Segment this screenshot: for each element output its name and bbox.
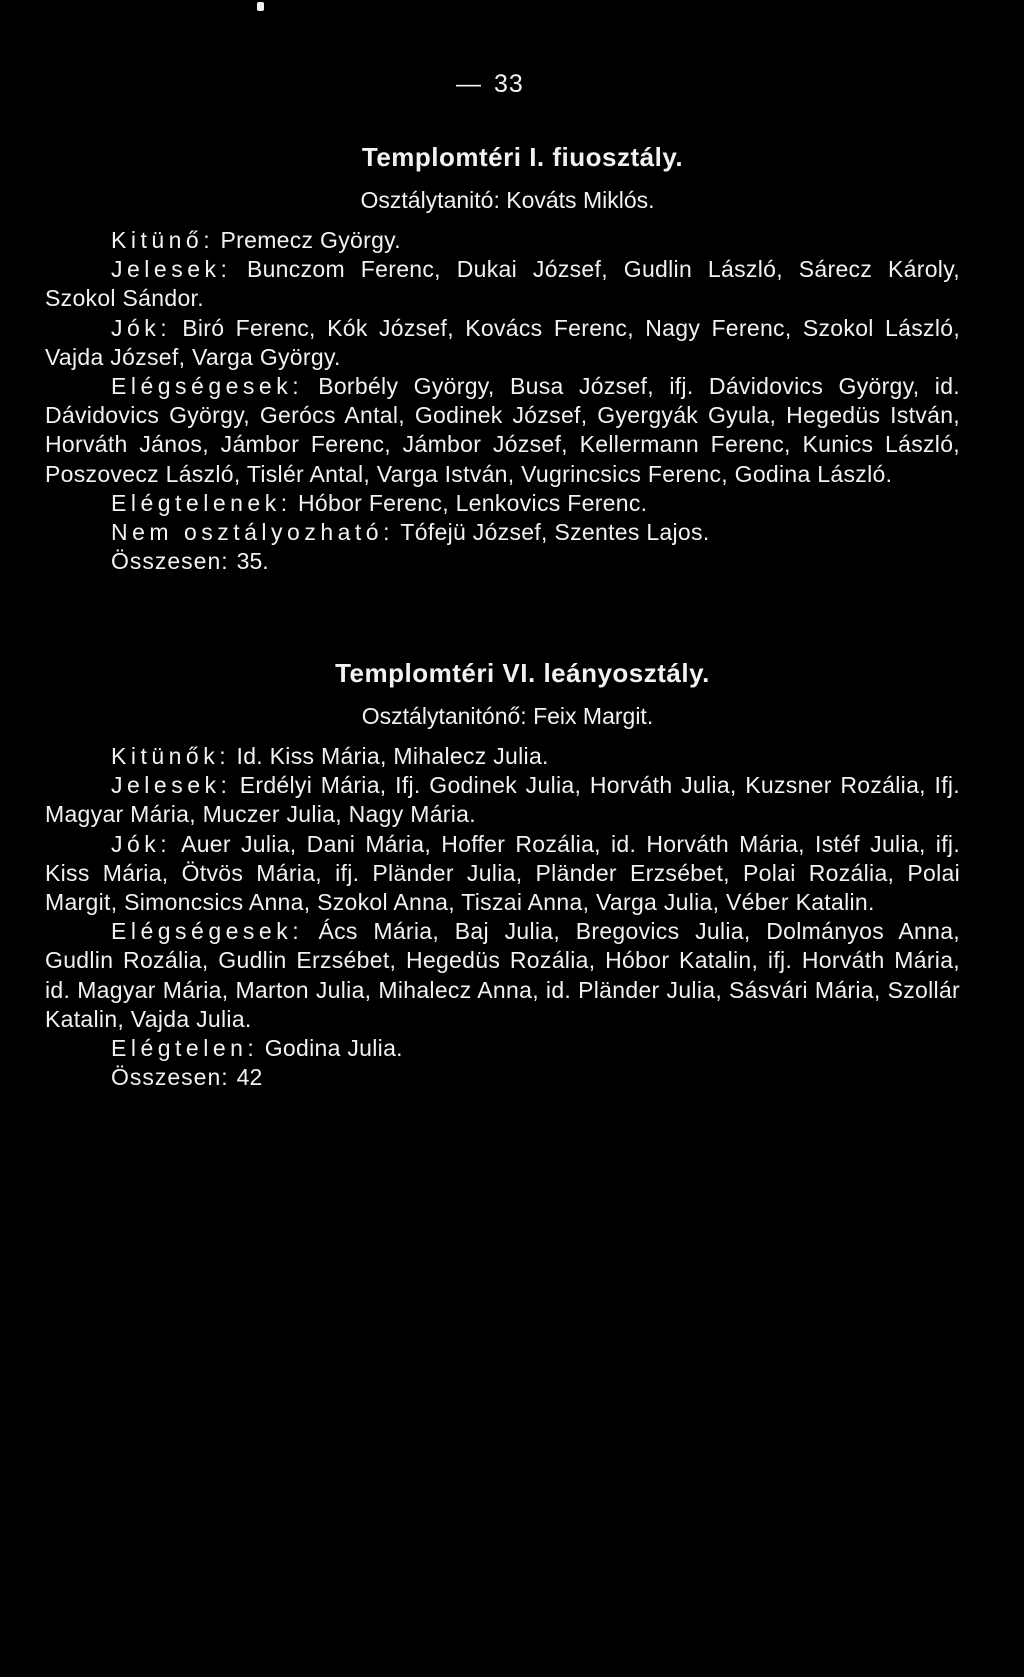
grade-names: Bunczom Ferenc, Dukai József, Gudlin László, Sárecz Károly, Szokol Sándor.	[45, 256, 961, 312]
grade-paragraph-good	[45, 830, 960, 918]
grade-label: Nem osztályozható:	[111, 519, 394, 546]
grade-label: Jók:	[111, 314, 172, 341]
grade-paragraph-not-graded	[45, 518, 960, 547]
grade-names: Tófejü József, Szentes Lajos.	[400, 519, 710, 546]
page-number-dash: —	[456, 70, 482, 98]
class-teacher	[45, 184, 960, 216]
grade-paragraph-very-good	[45, 255, 960, 313]
total-value: 35.	[236, 548, 269, 575]
grade-paragraph-very-good	[45, 771, 960, 829]
grade-names: Hóbor Ferenc, Lenkovics Ferenc.	[297, 489, 648, 516]
grade-label: Jelesek:	[111, 256, 232, 283]
scan-speck	[257, 2, 264, 11]
teacher-name: Feix Margit.	[533, 703, 654, 729]
grade-label: Elégtelenek:	[111, 489, 292, 516]
grade-label: Jók:	[111, 830, 172, 857]
class-section-boys	[45, 140, 960, 576]
grade-names: Biró Ferenc, Kók József, Kovács Ferenc, Nagy Ferenc, Szokol László, Vajda József, Varga György.	[45, 314, 961, 370]
grade-label: Elégtelen:	[111, 1035, 259, 1062]
grade-label: Kitünő:	[111, 227, 215, 253]
grade-label: Elégségesek:	[111, 373, 304, 400]
grade-paragraph-insufficient	[45, 489, 960, 518]
total-label: Összesen:	[111, 1064, 229, 1091]
grade-names: Premecz György.	[220, 227, 401, 253]
class-section-girls	[45, 656, 960, 1092]
grade-names: Auer Julia, Dani Mária, Hoffer Rozália, id. Horváth Mária, Istéf Julia, ifj. Kiss Mária, Ötvös Mária, ifj. Pländer Julia, Pländer Erzsébet, Polai Rozália, Polai Margit, Simoncsics Anna, Szokol Anna, Tiszai Anna, Varga Julia, Véber Katalin.	[45, 830, 961, 916]
page-number	[456, 70, 524, 99]
teacher-label: Osztálytanitó:	[360, 187, 500, 213]
grade-paragraph-good	[45, 314, 960, 372]
grade-label: Jelesek:	[111, 772, 232, 799]
grade-paragraph-excellent	[45, 226, 960, 255]
page-number-value: 33	[494, 70, 524, 98]
class-total	[45, 1063, 960, 1092]
class-total	[45, 547, 960, 576]
teacher-label: Osztálytanitónő:	[361, 703, 527, 729]
grade-names: Ács Mária, Baj Julia, Bregovics Julia, Dolmányos Anna, Gudlin Rozália, Gudlin Erzsébet, Hegedüs Rozália, Hóbor Katalin, ifj. Horváth Mária, id. Magyar Mária, Marton Julia, Mihalecz Anna, id. Pländer Julia, Sásvári Mária, Szollár Katalin, Vajda Julia.	[45, 918, 960, 1032]
grade-paragraph-excellent	[45, 742, 960, 771]
grade-label: Elégségesek:	[111, 918, 304, 945]
grade-label: Kitünők:	[111, 743, 231, 769]
teacher-name: Kováts Miklós.	[506, 187, 655, 213]
grade-names: Borbély György, Busa József, ifj. Dávidovics György, id. Dávidovics György, Gerócs Antal, Godinek József, Gyergyák Gyula, Hegedüs István, Horváth János, Jámbor Ferenc, Jámbor József, Kellermann Ferenc, Kunics László, Poszovecz László, Tislér Antal, Varga István, Vugrincsics Ferenc, Godina László.	[45, 373, 960, 487]
total-label: Összesen:	[111, 548, 229, 575]
grade-paragraph-insufficient	[45, 1034, 960, 1063]
grade-names: Godina Julia.	[264, 1035, 403, 1062]
grade-names: Id. Kiss Mária, Mihalecz Julia.	[236, 743, 549, 769]
class-title: Templomtéri I. fiuosztály.	[361, 142, 684, 172]
total-value: 42	[236, 1064, 263, 1091]
class-teacher	[45, 700, 960, 732]
grade-paragraph-sufficient	[45, 917, 960, 1034]
class-title: Templomtéri VI. leányosztály.	[335, 658, 710, 688]
grade-names: Erdélyi Mária, Ifj. Godinek Julia, Horváth Julia, Kuzsner Rozália, Ifj. Magyar Mária, Muczer Julia, Nagy Mária.	[45, 772, 960, 828]
grade-paragraph-sufficient	[45, 372, 960, 489]
